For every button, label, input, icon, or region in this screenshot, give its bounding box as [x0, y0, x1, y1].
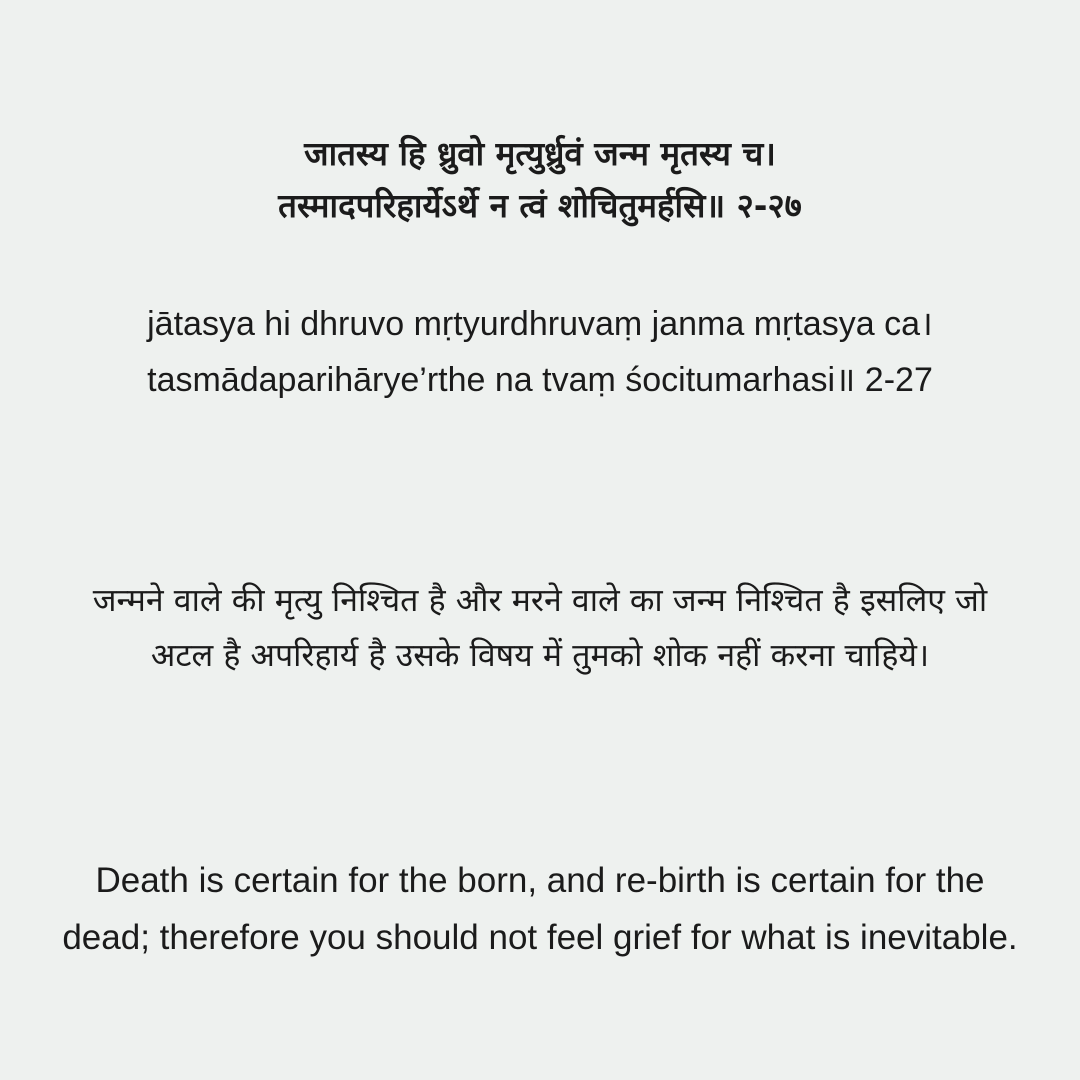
- transliteration-line-2: tasmādaparihārye’rthe na tvaṃ śocitumarhasi॥ 2-27: [147, 361, 933, 399]
- english-translation: [0, 852, 1080, 966]
- hindi-line-2: अटल है अपरिहार्य है उसके विषय में तुमको शोक नहीं करना चाहिये।: [150, 636, 930, 674]
- sanskrit-line-2: तस्मादपरिहार्येऽर्थे न त्वं शोचितुमर्हसि॥ २-२७: [278, 186, 802, 225]
- sanskrit-line-1: जातस्य हि ध्रुवो मृत्युर्ध्रुवं जन्म मृतस्य च।: [304, 134, 776, 173]
- transliteration-line-1: jātasya hi dhruvo mṛtyurdhruvaṃ janma mṛtasya ca।: [147, 305, 933, 343]
- english-line-2: dead; therefore you should not feel grief for what is inevitable.: [62, 918, 1018, 957]
- transliteration-verse: [0, 296, 1080, 408]
- sanskrit-verse: [0, 128, 1080, 232]
- english-line-1: Death is certain for the born, and re-birth is certain for the: [95, 861, 985, 900]
- hindi-translation: [0, 573, 1080, 683]
- hindi-line-1: जन्मने वाले की मृत्यु निश्चित है और मरने वाले का जन्म निश्चित है इसलिए जो: [92, 581, 988, 619]
